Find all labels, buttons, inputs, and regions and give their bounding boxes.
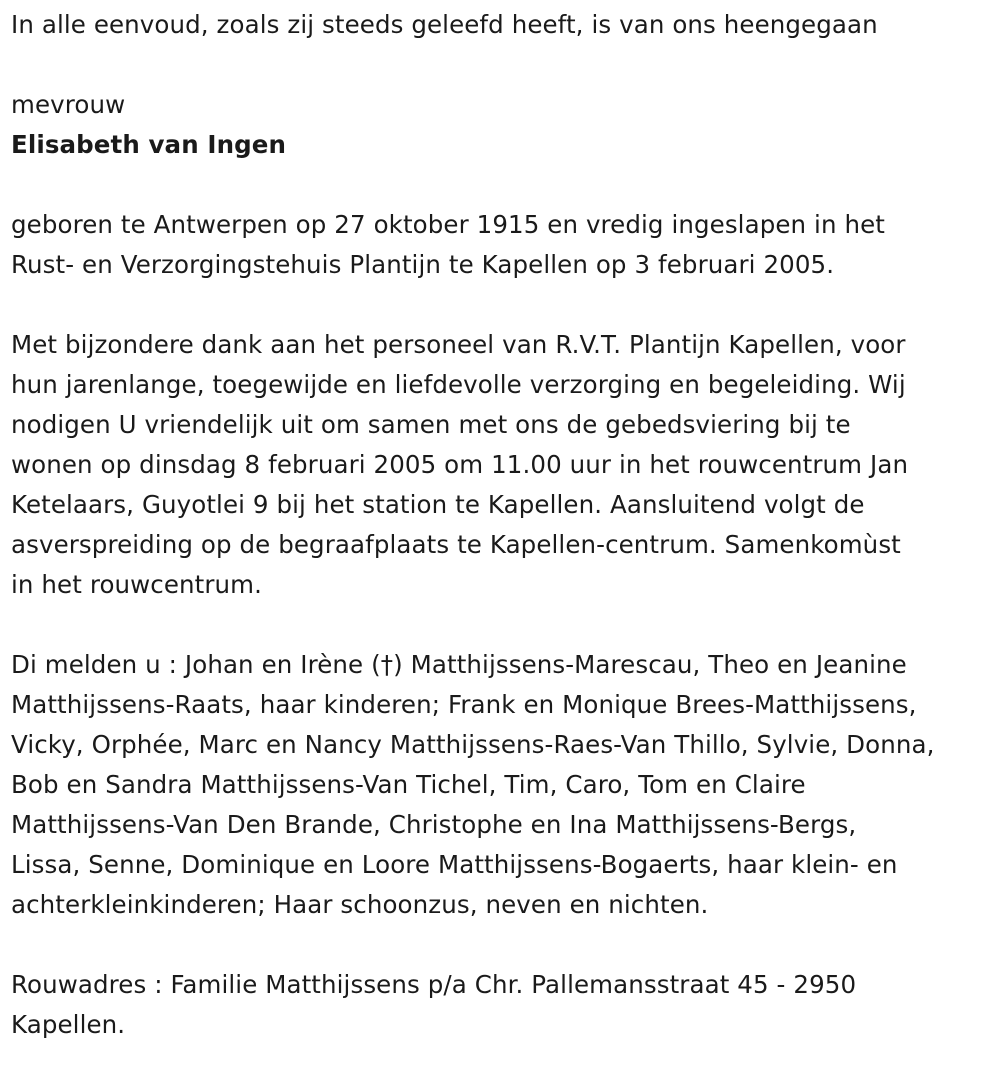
obituary-notice — [11, 5, 996, 1045]
spacer — [11, 605, 996, 645]
paragraph-line: Rouwadres : Familie Matthijssens p/a Chr. Pallemansstraat 45 - 2950 — [11, 970, 857, 999]
honorific: mevrouw — [11, 90, 126, 119]
family-paragraph — [11, 645, 996, 925]
paragraph-line: Matthijssens-Van Den Brande, Christophe en Ina Matthijssens-Bergs, — [11, 810, 857, 839]
paragraph-line: Rust- en Verzorgingstehuis Plantijn te Kapellen op 3 februari 2005. — [11, 250, 835, 279]
thanks-paragraph — [11, 325, 996, 605]
deceased-name: Elisabeth van Ingen — [11, 130, 287, 159]
paragraph-line: achterkleinkinderen; Haar schoonzus, neven en nichten. — [11, 890, 709, 919]
paragraph-line: wonen op dinsdag 8 februari 2005 om 11.00 uur in het rouwcentrum Jan — [11, 450, 909, 479]
paragraph-line: asverspreiding op de begraafplaats te Kapellen-centrum. Samenkomùst — [11, 530, 901, 559]
address-paragraph — [11, 965, 996, 1045]
paragraph-line: nodigen U vriendelijk uit om samen met ons de gebedsviering bij te — [11, 410, 851, 439]
paragraph-line: hun jarenlange, toegewijde en liefdevolle verzorging en begeleiding. Wij — [11, 370, 906, 399]
spacer — [11, 285, 996, 325]
paragraph-line: Di melden u : Johan en Irène (†) Matthijssens-Marescau, Theo en Jeanine — [11, 650, 907, 679]
paragraph-line: in het rouwcentrum. — [11, 570, 263, 599]
paragraph-line: Ketelaars, Guyotlei 9 bij het station te Kapellen. Aansluitend volgt de — [11, 490, 865, 519]
intro-line: In alle eenvoud, zoals zij steeds geleefd heeft, is van ons heengegaan — [11, 10, 878, 39]
spacer — [11, 45, 996, 85]
paragraph-line: Lissa, Senne, Dominique en Loore Matthijssens-Bogaerts, haar klein- en — [11, 850, 898, 879]
paragraph-line: Met bijzondere dank aan het personeel van R.V.T. Plantijn Kapellen, voor — [11, 330, 906, 359]
paragraph-line: geboren te Antwerpen op 27 oktober 1915 en vredig ingeslapen in het — [11, 210, 885, 239]
paragraph-line: Matthijssens-Raats, haar kinderen; Frank en Monique Brees-Matthijssens, — [11, 690, 917, 719]
paragraph-line: Bob en Sandra Matthijssens-Van Tichel, Tim, Caro, Tom en Claire — [11, 770, 806, 799]
paragraph-line: Kapellen. — [11, 1010, 126, 1039]
spacer — [11, 925, 996, 965]
paragraph-line: Vicky, Orphée, Marc en Nancy Matthijssens-Raes-Van Thillo, Sylvie, Donna, — [11, 730, 935, 759]
spacer — [11, 165, 996, 205]
birth-paragraph — [11, 205, 996, 285]
